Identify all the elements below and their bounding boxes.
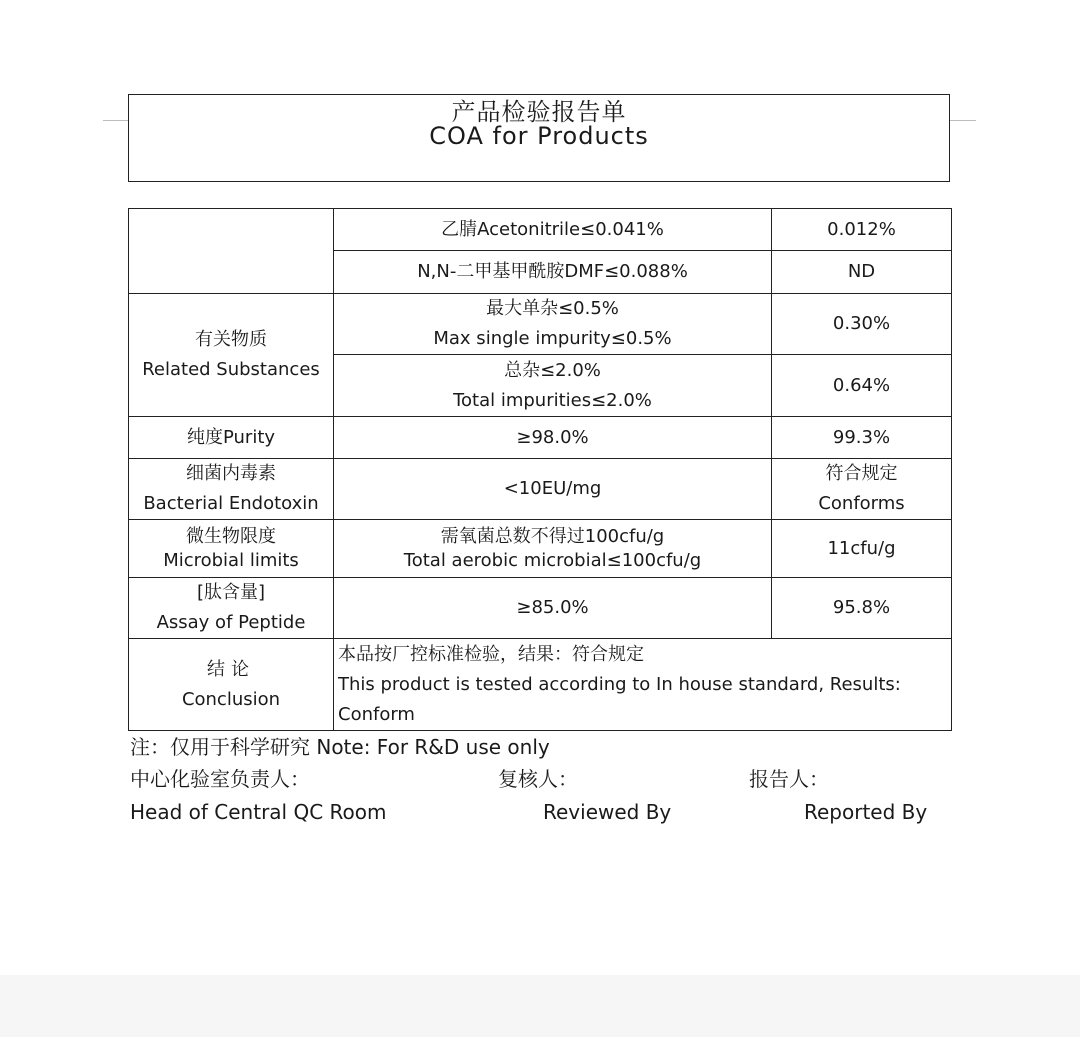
spec-text-cn: 需氧菌总数不得过100cfu/g [440, 525, 665, 547]
spec-text: <10EU/mg [503, 478, 602, 499]
conclusion-text-en: This product is tested according to In house standard, Results: Conform [338, 674, 901, 725]
item-cell-residual-solvents [129, 209, 334, 294]
title-chinese: 产品检验报告单 [451, 98, 627, 126]
result-text: 0.012% [827, 218, 896, 240]
table-row [129, 209, 952, 251]
result-cell [772, 355, 952, 417]
header-rule-right [950, 120, 976, 121]
conclusion-text-cell [334, 639, 952, 731]
result-cell [772, 294, 952, 355]
conclusion-label-cn: 结论 [207, 658, 255, 680]
spec-cell [334, 578, 772, 639]
item-label-en: Bacterial Endotoxin [143, 493, 319, 514]
page-bottom-band [0, 975, 1080, 1037]
item-label-en: Assay of Peptide [156, 612, 306, 633]
spec-cell [334, 520, 772, 578]
spec-cell [334, 355, 772, 417]
footer-note: 注：仅用于科学研究 Note: For R&D use only [130, 735, 550, 759]
item-cell-peptide-assay [129, 578, 334, 639]
item-cell-purity [129, 417, 334, 459]
spec-text: ≥85.0% [516, 597, 589, 618]
result-text: 95.8% [832, 597, 891, 618]
result-text: 11cfu/g [827, 537, 896, 559]
title-english: COA for Products [429, 122, 649, 150]
result-cell [772, 251, 952, 294]
item-cell-microbial [129, 520, 334, 578]
item-label-cn: 有关物质 [195, 329, 267, 350]
spec-text-cn: 总杂≤2.0% [504, 359, 601, 381]
table-row [129, 294, 952, 355]
table-row [129, 578, 952, 639]
table-row [129, 639, 952, 731]
conclusion-label-en: Conclusion [181, 688, 281, 710]
spec-cell [334, 459, 772, 520]
spec-text: N,N-二甲基甲酰胺DMF≤0.088% [417, 261, 688, 282]
item-cell-endotoxin [129, 459, 334, 520]
conclusion-label-cell [129, 639, 334, 731]
table-row [129, 417, 952, 459]
header-rule-left [103, 120, 129, 121]
spec-cell [334, 417, 772, 459]
signature-reviewed-cn: 复核人： [498, 767, 578, 791]
spec-text: ≥98.0% [516, 426, 589, 448]
spec-cell [334, 251, 772, 294]
result-cell [772, 459, 952, 520]
spec-cell [334, 294, 772, 355]
result-text-en: Conforms [818, 493, 905, 514]
spec-text-en: Total impurities≤2.0% [453, 389, 652, 411]
result-text-cn: 符合规定 [825, 463, 898, 484]
spec-text-cn: 最大单杂≤0.5% [486, 298, 619, 319]
item-label-en: Microbial limits [163, 549, 299, 571]
result-text: 0.30% [832, 313, 891, 334]
conclusion-text-cn: 本品按厂控标准检验，结果：符合规定 [338, 644, 644, 665]
result-text: 0.64% [832, 374, 891, 396]
spec-cell [334, 209, 772, 251]
signature-reported-en: Reported By [804, 800, 928, 824]
spec-text-en: Total aerobic microbial≤100cfu/g [403, 549, 702, 571]
result-cell [772, 417, 952, 459]
table-row [129, 459, 952, 520]
result-text: ND [847, 261, 876, 282]
result-cell [772, 520, 952, 578]
item-label-cn: [肽含量] [196, 582, 266, 603]
specification-table [128, 208, 952, 731]
item-cell-related-substances [129, 294, 334, 417]
result-cell [772, 578, 952, 639]
result-cell [772, 209, 952, 251]
spec-text: 乙腈Acetonitrile≤0.041% [441, 218, 664, 240]
result-text: 99.3% [832, 426, 891, 448]
title-box [128, 94, 950, 182]
item-label: 纯度Purity [186, 426, 276, 448]
table-row [129, 520, 952, 578]
signature-reported-cn: 报告人： [749, 767, 829, 791]
item-label-cn: 细菌内毒素 [186, 463, 276, 484]
item-label-en: Related Substances [142, 359, 320, 380]
signature-head-cn: 中心化验室负责人： [130, 767, 310, 791]
signature-head-en: Head of Central QC Room [130, 800, 387, 824]
item-label-cn: 微生物限度 [186, 525, 276, 547]
signature-reviewed-en: Reviewed By [543, 800, 672, 824]
spec-text-en: Max single impurity≤0.5% [433, 328, 672, 349]
